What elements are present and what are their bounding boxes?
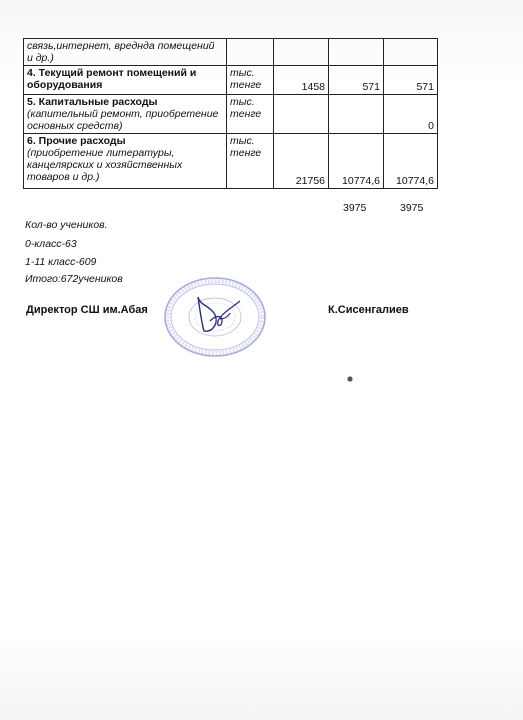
value-cell xyxy=(274,95,329,134)
row-note: (приобретение литературы, канцелярских и хозяйственных товаров и др.) xyxy=(27,147,183,183)
value-cell xyxy=(384,39,438,66)
value-cell: 10774,6 xyxy=(329,134,384,189)
row-label: связь,интернет, вреднда помещений и др.) xyxy=(24,39,227,66)
row-label xyxy=(24,134,227,189)
director-title: Директор СШ им.Абая xyxy=(26,304,148,316)
official-stamp xyxy=(162,275,268,359)
unit-cell: тыс. тенге xyxy=(227,134,274,189)
table-row xyxy=(24,95,438,134)
director-name: К.Сисенгалиев xyxy=(328,304,409,316)
unit-cell: тыс. тенге xyxy=(227,95,274,134)
value-cell: 571 xyxy=(329,66,384,95)
students-line: 0-класс-63 xyxy=(25,238,77,250)
table-row xyxy=(24,39,438,66)
row-label: 4. Текущий ремонт помещений и оборудования xyxy=(24,66,227,95)
signature-scribble xyxy=(198,297,240,331)
row-label xyxy=(24,95,227,134)
students-line: 1-11 класс-609 xyxy=(25,256,97,268)
value-cell xyxy=(329,95,384,134)
value-cell: 21756 xyxy=(274,134,329,189)
value-cell: 571 xyxy=(384,66,438,95)
expenses-table xyxy=(23,38,438,189)
unit-cell xyxy=(227,39,274,66)
value-cell: 10774,6 xyxy=(384,134,438,189)
students-total: Итого:672учеников xyxy=(25,273,123,285)
row-note: (капительный ремонт, приобретение основных средств) xyxy=(27,108,219,132)
total-value: 3975 xyxy=(400,202,424,214)
table-row xyxy=(24,66,438,95)
value-cell xyxy=(274,39,329,66)
table-row xyxy=(24,134,438,189)
students-heading: Кол-во учеников. xyxy=(25,219,108,231)
value-cell: 0 xyxy=(384,95,438,134)
row-title: 5. Капитальные расходы xyxy=(27,96,158,108)
value-cell xyxy=(329,39,384,66)
total-value: 3975 xyxy=(343,202,367,214)
unit-cell: тыс. тенге xyxy=(227,66,274,95)
ink-speck xyxy=(347,376,353,382)
row-title: 6. Прочие расходы xyxy=(27,135,126,147)
value-cell: 1458 xyxy=(274,66,329,95)
